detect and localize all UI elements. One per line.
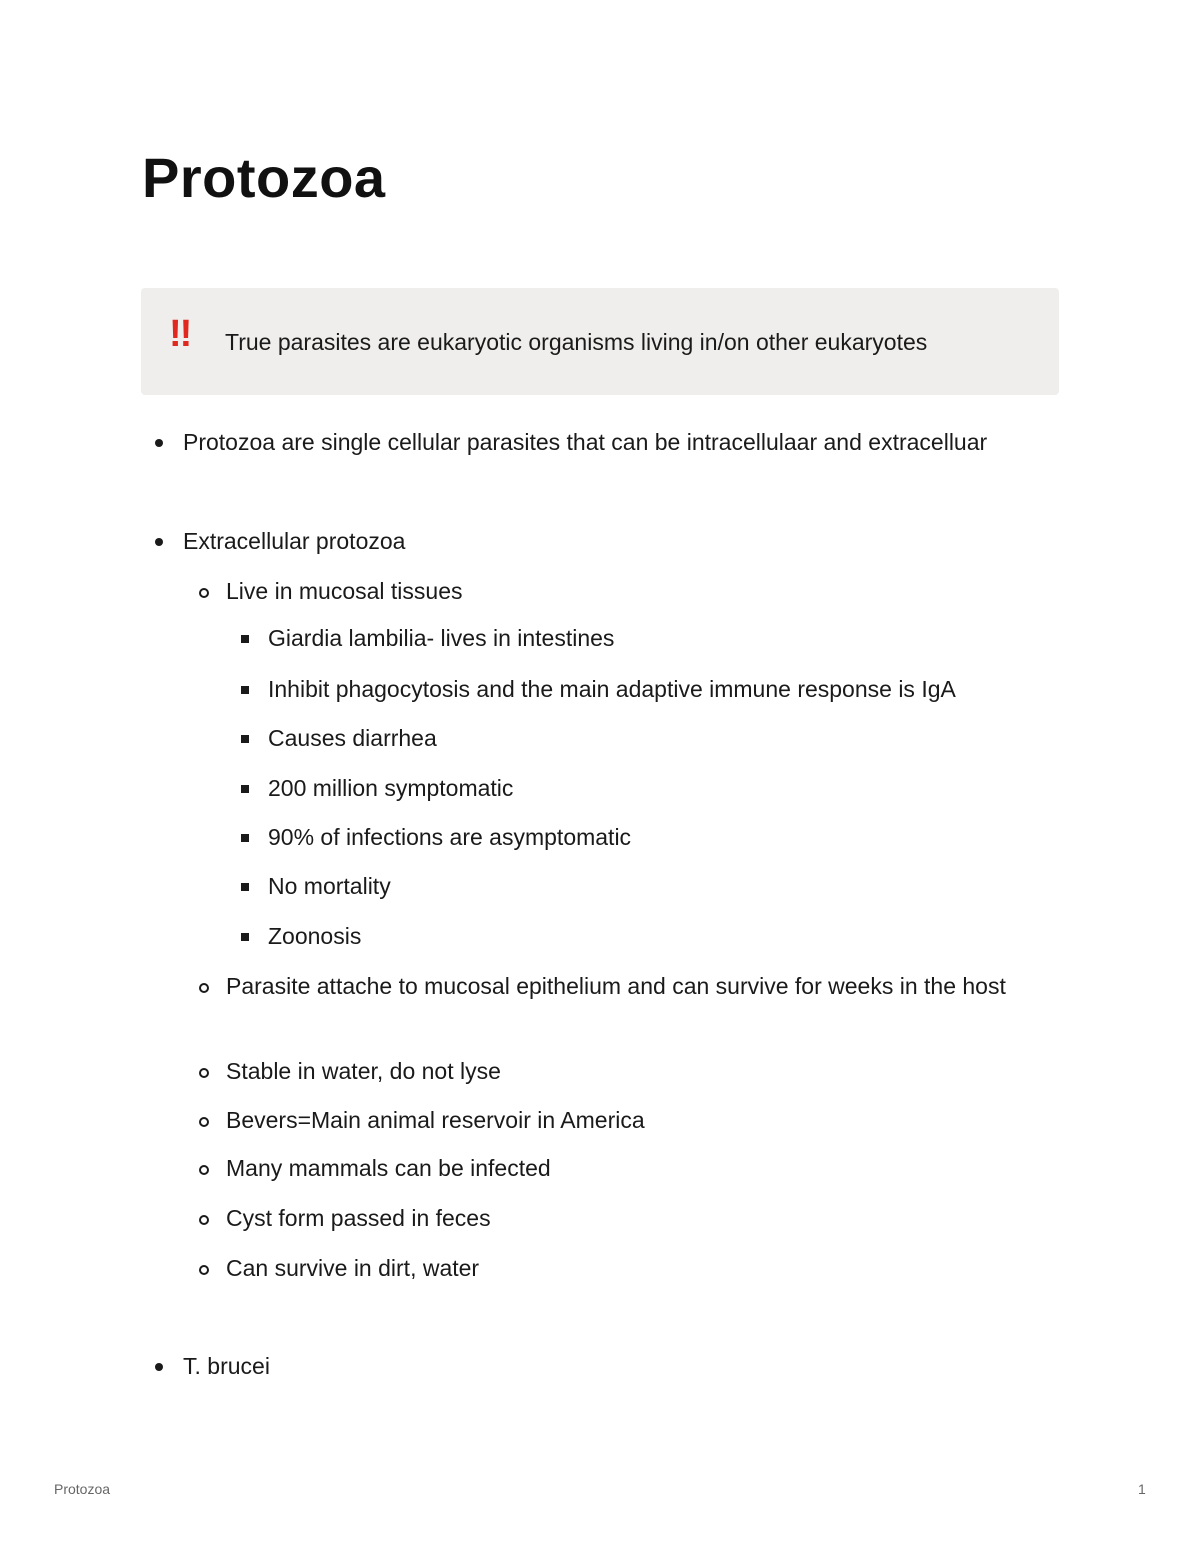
list-item-text: Extracellular protozoa (183, 528, 406, 554)
list-item (226, 1151, 551, 1186)
list-item-text: No mortality (268, 873, 391, 899)
filled-circle-bullet-icon (155, 1363, 163, 1371)
list-item-text: Protozoa are single cellular parasites that can be intracellulaar and extracelluar (183, 429, 988, 455)
list-item-text: Bevers=Main animal reservoir in America (226, 1107, 645, 1133)
list-item (268, 771, 513, 806)
list-item (268, 672, 956, 707)
list-item (268, 621, 614, 656)
hollow-circle-bullet-icon (199, 1068, 209, 1078)
square-bullet-icon (241, 735, 249, 743)
list-item-text: T. brucei (183, 1353, 270, 1379)
list-item (226, 1054, 501, 1089)
list-item-text: 200 million symptomatic (268, 775, 514, 801)
list-item (183, 524, 405, 559)
list-item (183, 425, 987, 460)
filled-circle-bullet-icon (155, 439, 163, 447)
callout-text: True parasites are eukaryotic organisms living in/on other eukaryotes (225, 329, 928, 355)
square-bullet-icon (241, 686, 249, 694)
hollow-circle-bullet-icon (199, 1165, 209, 1175)
list-item-text: Cyst form passed in feces (226, 1205, 491, 1231)
square-bullet-icon (241, 785, 249, 793)
list-item (268, 820, 631, 855)
footer-page-number: 1 (1138, 1481, 1146, 1497)
hollow-circle-bullet-icon (199, 983, 209, 993)
square-bullet-icon (241, 933, 249, 941)
list-item (226, 1201, 491, 1236)
list-item-text: Giardia lambilia- lives in intestines (268, 625, 615, 651)
list-item (226, 1251, 479, 1286)
filled-circle-bullet-icon (155, 538, 163, 546)
list-item-text: Causes diarrhea (268, 725, 437, 751)
double-exclamation-icon: !! (169, 313, 191, 355)
list-item (226, 969, 1036, 1004)
list-item-text: Zoonosis (268, 923, 362, 949)
list-item-text: Many mammals can be infected (226, 1155, 551, 1181)
square-bullet-icon (241, 635, 249, 643)
square-bullet-icon (241, 834, 249, 842)
list-item-text: Can survive in dirt, water (226, 1255, 480, 1281)
hollow-circle-bullet-icon (199, 1117, 209, 1127)
list-item-text: 90% of infections are asymptomatic (268, 824, 632, 850)
list-item-text: Live in mucosal tissues (226, 578, 463, 604)
list-item-text: Parasite attache to mucosal epithelium and can survive for weeks in the host (226, 973, 1006, 999)
list-item (183, 1349, 270, 1384)
list-item-text: Stable in water, do not lyse (226, 1058, 501, 1084)
hollow-circle-bullet-icon (199, 588, 209, 598)
list-item (268, 869, 391, 904)
callout-box (141, 288, 1059, 395)
list-item (226, 574, 463, 609)
hollow-circle-bullet-icon (199, 1215, 209, 1225)
hollow-circle-bullet-icon (199, 1265, 209, 1275)
list-item (226, 1103, 645, 1138)
square-bullet-icon (241, 883, 249, 891)
list-item (268, 721, 437, 756)
footer-document-name: Protozoa (54, 1481, 111, 1497)
list-item (268, 919, 361, 954)
page-title: Protozoa (142, 146, 386, 209)
list-item-text: Inhibit phagocytosis and the main adaptive immune response is IgA (268, 676, 956, 702)
